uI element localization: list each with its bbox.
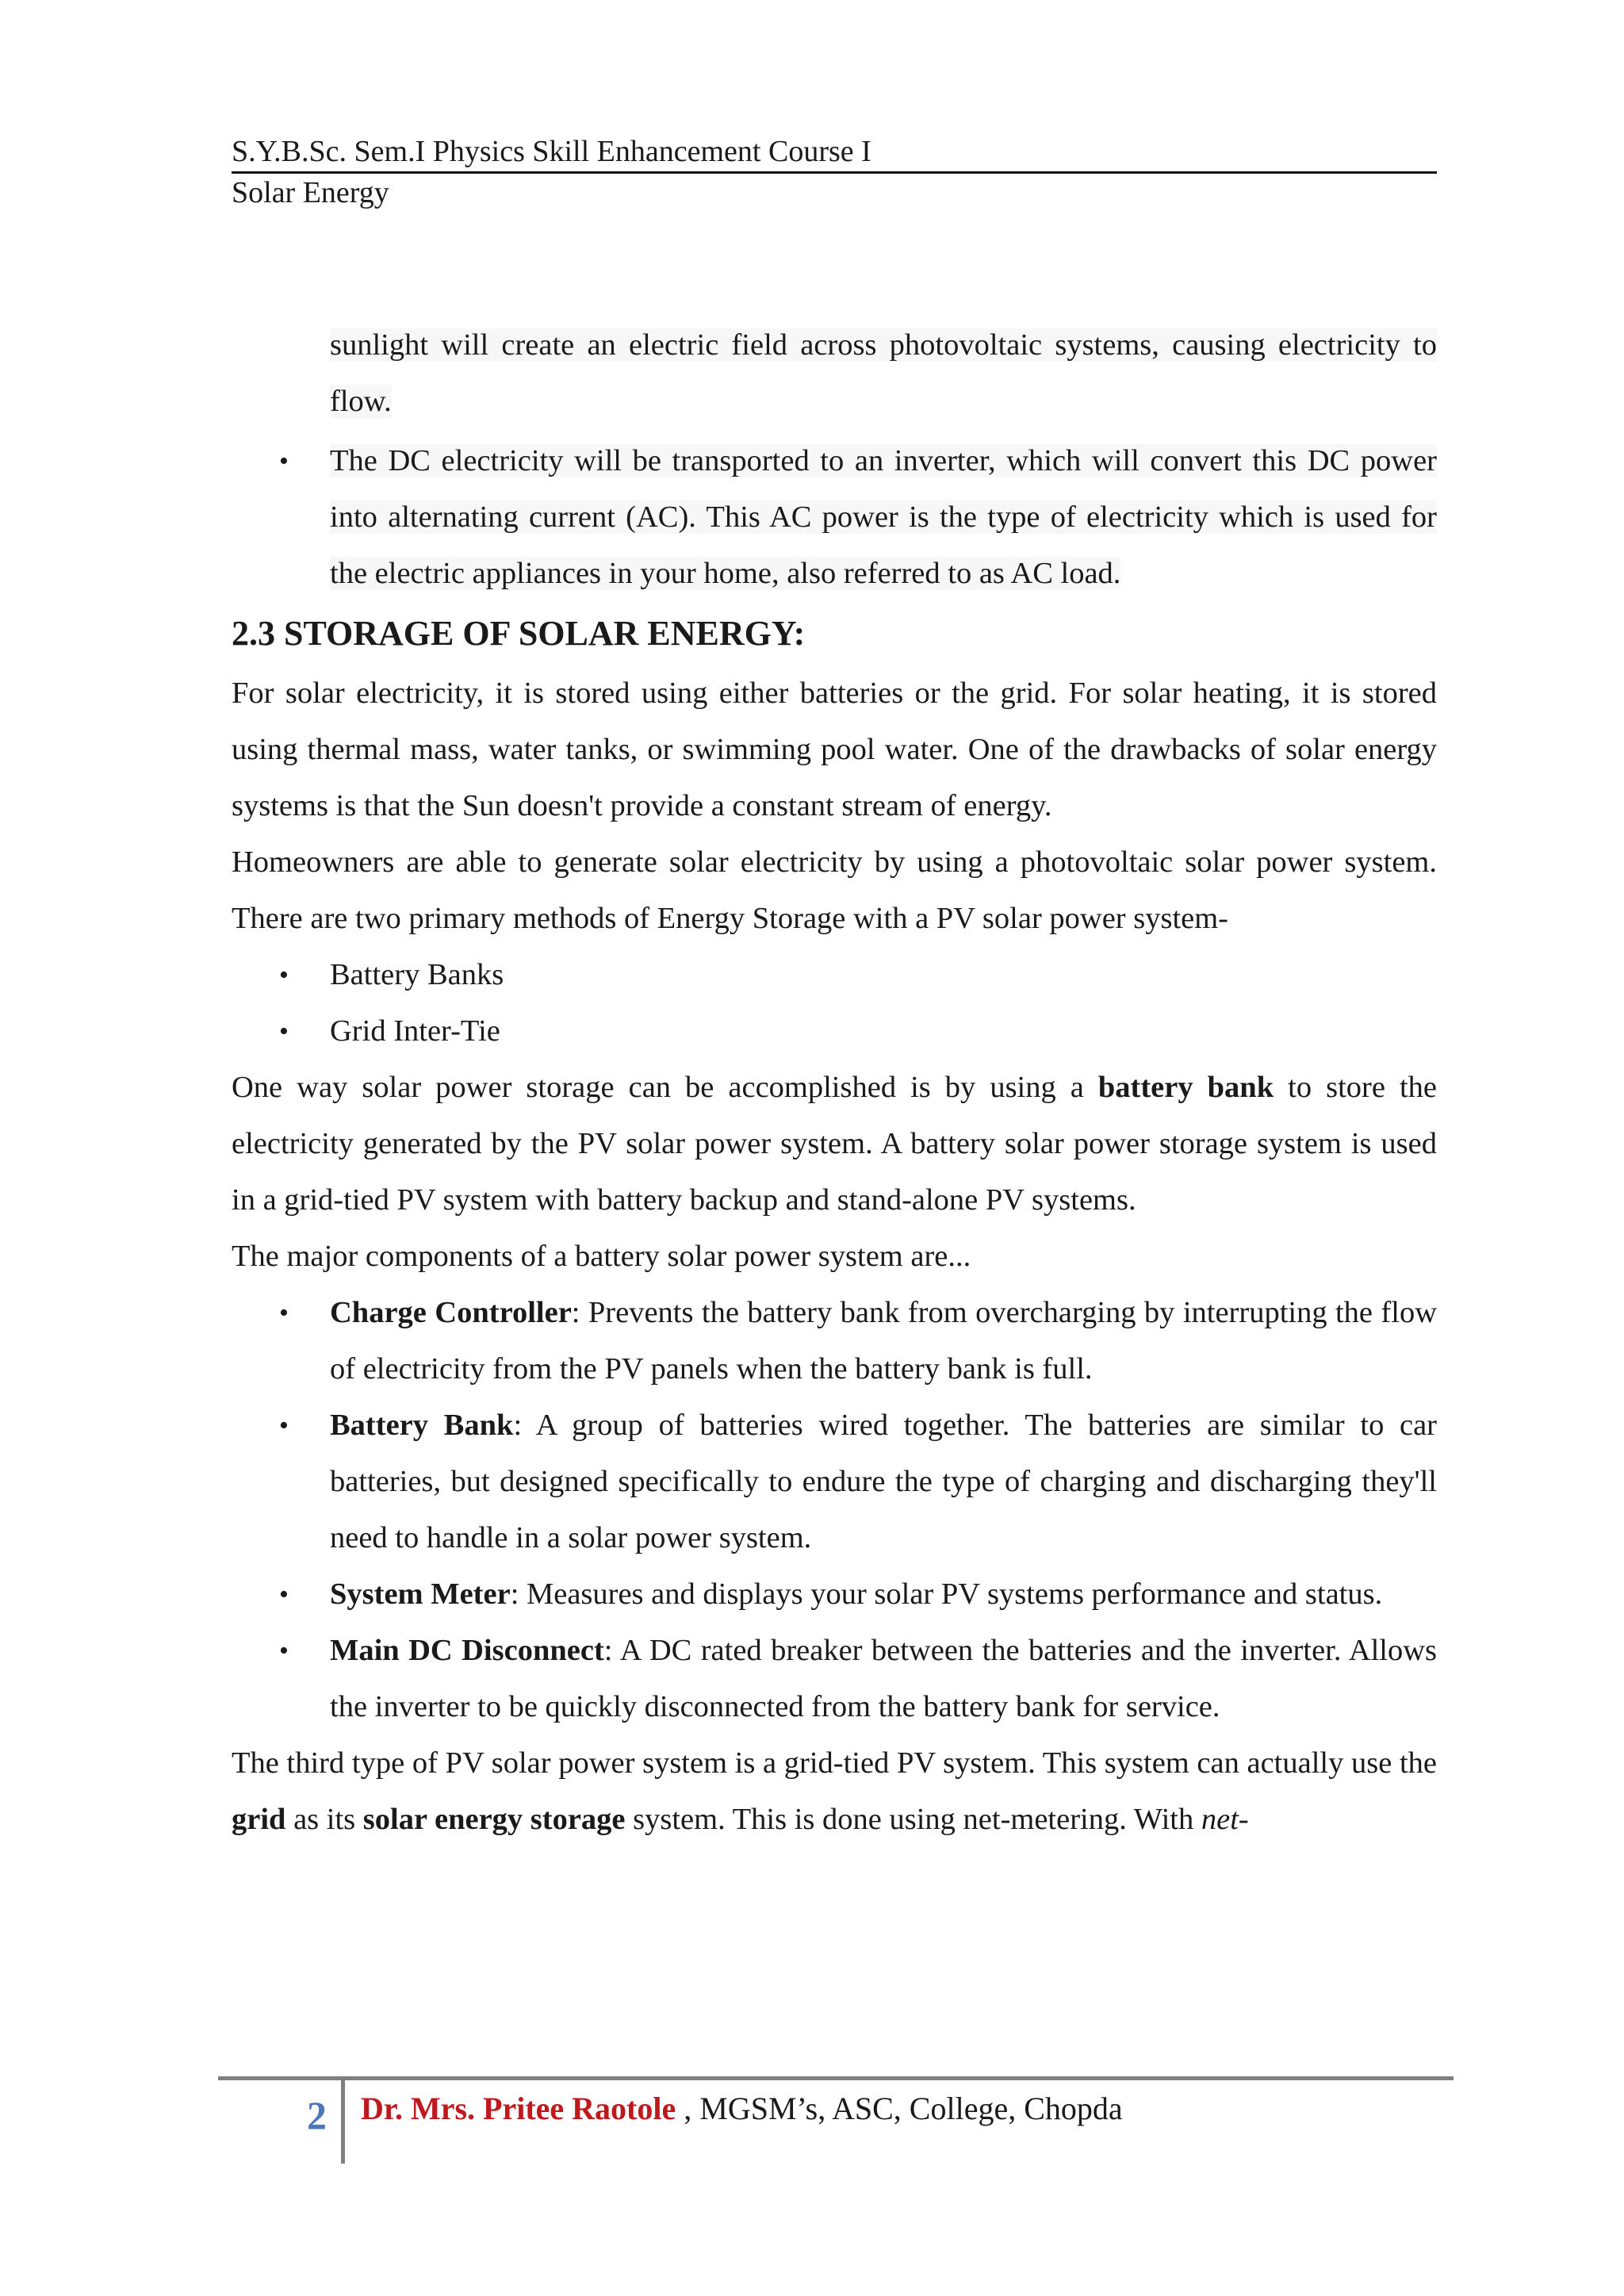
paragraph: Homeowners are able to generate solar electricity by using a photovoltaic solar power system. There are two primary methods of Energy Storage with a PV solar power system- xyxy=(232,845,1437,935)
list-item: • Charge Controller: Prevents the battery bank from overcharging by interrupting the flow of electricity from the PV panels when the battery bank is full. xyxy=(232,1285,1437,1397)
footer-rule xyxy=(218,2076,1454,2080)
page-body xyxy=(232,317,1437,1848)
bullet-icon: • xyxy=(279,960,289,990)
continued-paragraph: sunlight will create an electric field across photovoltaic systems, causing electricity to flow. xyxy=(330,328,1437,418)
paragraph: One way solar power storage can be accomplished is by using a battery bank to store the electricity generated by the PV solar power system. A battery solar power storage system is used in a grid-tied PV system with battery backup and stand-alone PV systems. xyxy=(232,1071,1437,1217)
paragraph: The major components of a battery solar power system are... xyxy=(232,1240,971,1273)
author-name: Dr. Mrs. Pritee Raotole xyxy=(361,2091,676,2126)
page-footer xyxy=(218,2076,1454,2164)
bullet-icon: • xyxy=(279,1298,289,1328)
footer-divider xyxy=(341,2076,345,2164)
list-item: • Battery Bank: A group of batteries wired together. The batteries are similar to car batteries, but designed specifically to endure the type of charging and discharging they'll need to handle in a solar power system. xyxy=(232,1397,1437,1566)
list-item: • Grid Inter-Tie xyxy=(232,1003,1437,1060)
bullet-icon: • xyxy=(279,1411,289,1440)
page-number: 2 xyxy=(307,2093,327,2137)
chapter-title: Solar Energy xyxy=(232,176,389,209)
bullet-icon: • xyxy=(279,1636,289,1665)
institution: , MGSM’s, ASC, College, Chopda xyxy=(676,2091,1123,2126)
paragraph: The third type of PV solar power system is a grid-tied PV system. This system can actually use the grid as its solar energy storage system. This is done using net-metering. With net- xyxy=(232,1746,1437,1836)
footer-credit xyxy=(361,2089,1123,2129)
course-title: S.Y.B.Sc. Sem.I Physics Skill Enhancement Course I xyxy=(232,133,1437,174)
bullet-icon: • xyxy=(279,1017,289,1046)
bullet-icon: • xyxy=(279,447,289,476)
list-item: • Battery Banks xyxy=(232,947,1437,1003)
bullet-icon: • xyxy=(279,1580,289,1609)
list-item: • System Meter: Measures and displays your solar PV systems performance and status. xyxy=(232,1566,1437,1623)
list-item: • Main DC Disconnect: A DC rated breaker between the batteries and the inverter. Allows the inverter to be quickly disconnected from the battery bank for service. xyxy=(232,1623,1437,1735)
section-heading: 2.3 STORAGE OF SOLAR ENERGY: xyxy=(232,614,806,653)
paragraph: For solar electricity, it is stored using either batteries or the grid. For solar heating, it is stored using thermal mass, water tanks, or swimming pool water. One of the drawbacks of solar energy systems is that the Sun doesn't provide a constant stream of energy. xyxy=(232,677,1437,822)
page-header xyxy=(232,133,1437,212)
list-item: • The DC electricity will be transported to an inverter, which will convert this DC power into alternating current (AC). This AC power is the type of electricity which is used for the electric appliances in your home, also referred to as AC load. xyxy=(232,433,1437,602)
